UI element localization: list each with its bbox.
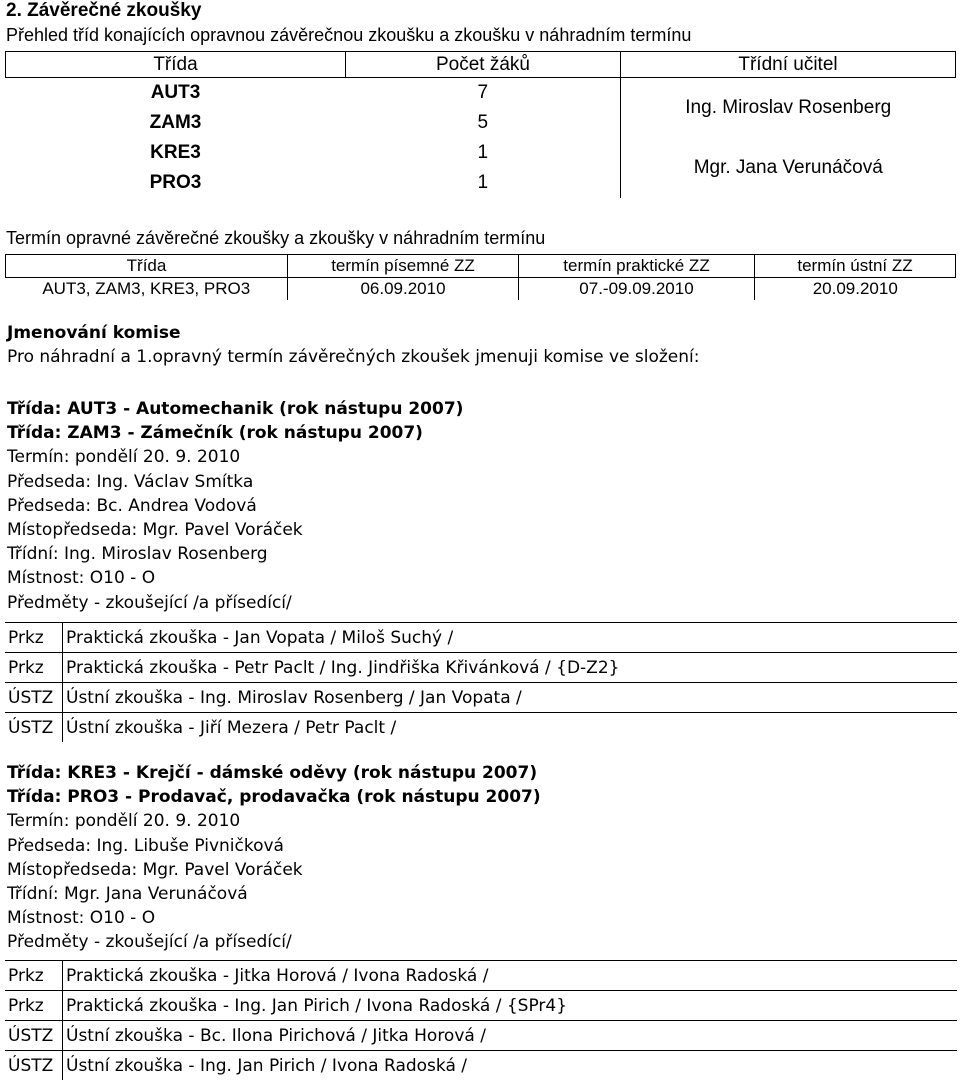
header-cell: Třída [6, 255, 288, 278]
subject-row [5, 1051, 957, 1080]
written-date-cell: 06.09.2010 [288, 278, 519, 301]
header-cell: termín ústní ZZ [755, 255, 956, 278]
vice-chair-line: Místopředseda: Mgr. Pavel Voráček [7, 519, 303, 540]
teacher-cell: Mgr. Jana Verunáčová [621, 138, 956, 198]
commission-heading: Jmenování komise [7, 323, 181, 343]
vice-chair-line: Místopředseda: Mgr. Pavel Voráček [7, 859, 303, 880]
commission-group-1 [7, 397, 463, 615]
class-line: Třída: PRO3 - Prodavač, prodavačka (rok nástupu 2007) [7, 787, 541, 808]
teacher-cell: Ing. Miroslav Rosenberg [621, 78, 956, 139]
class-line: Třída: KRE3 - Krejčí - dámské oděvy (rok nástupu 2007) [7, 763, 538, 783]
subject-row [5, 653, 957, 683]
term-line: Termín: pondělí 20. 9. 2010 [7, 811, 241, 832]
chair-line: Předseda: Ing. Libuše Pivničková [7, 835, 284, 856]
classes-table [5, 51, 956, 198]
table-row [6, 138, 956, 168]
table-row [6, 78, 956, 109]
practical-date-cell: 07.-09.09.2010 [519, 278, 755, 301]
class-cell: AUT3 [150, 82, 201, 103]
header-cell: Počet žáků [346, 52, 621, 78]
header-cell: Třídní učitel [621, 52, 956, 78]
class-teacher-line: Třídní: Ing. Miroslav Rosenberg [7, 544, 268, 565]
subject-code: Prkz [8, 996, 44, 1016]
terms-caption: Termín opravné závěrečné zkoušky a zkoušky v náhradním termínu [6, 228, 546, 248]
subject-code: Prkz [8, 658, 44, 678]
commission-group-2 [7, 761, 541, 955]
classes-table-header [6, 52, 956, 78]
terms-table [5, 254, 956, 300]
room-line: Místnost: O10 - O [7, 908, 156, 929]
commission-intro: Pro náhradní a 1.opravný termín závěrečných zkoušek jmenuji komise ve složení: [7, 347, 700, 368]
subject-row [5, 683, 957, 713]
subject-code: ÚSTZ [8, 1026, 54, 1046]
count-cell: 7 [477, 82, 489, 103]
subject-desc: Praktická zkouška - Jitka Horová / Ivona Radoská / [62, 961, 488, 990]
class-cell: PRO3 [149, 172, 202, 193]
table-row [6, 278, 956, 301]
subjects-heading: Předměty - zkoušející /a přísedící/ [7, 592, 292, 613]
subjects-table-2 [5, 960, 957, 1080]
chair-line: Předseda: Bc. Andrea Vodová [7, 495, 257, 516]
subject-row [5, 991, 957, 1021]
header-cell: termín praktické ZZ [519, 255, 755, 278]
subject-code: ÚSTZ [8, 1056, 54, 1076]
subject-desc: Ústní zkouška - Ing. Miroslav Rosenberg / Jan Vopata / [62, 683, 522, 712]
oral-date-cell: 20.09.2010 [755, 278, 956, 301]
subject-desc: Ústní zkouška - Bc. Ilona Pirichová / Jitka Horová / [62, 1021, 486, 1050]
subject-code: Prkz [8, 628, 44, 648]
room-line: Místnost: O10 - O [7, 568, 156, 589]
header-cell: termín písemné ZZ [288, 255, 519, 278]
count-cell: 1 [477, 172, 489, 193]
class-cell: KRE3 [150, 142, 201, 163]
term-line: Termín: pondělí 20. 9. 2010 [7, 447, 241, 468]
classes-cell: AUT3, ZAM3, KRE3, PRO3 [42, 279, 251, 298]
class-line: Třída: AUT3 - Automechanik (rok nástupu 2007) [7, 399, 464, 419]
section-title: 2. Závěrečné zkoušky [6, 0, 202, 21]
subject-desc: Ústní zkouška - Jiří Mezera / Petr Paclt / [62, 713, 396, 742]
class-cell: ZAM3 [149, 112, 202, 133]
commission-header [7, 321, 700, 369]
subject-row [5, 961, 957, 991]
chair-line: Předseda: Ing. Václav Smítka [7, 471, 254, 492]
section-subtitle: Přehled tříd konajících opravnou závěrečnou zkoušku a zkoušku v náhradním termínu [6, 25, 692, 45]
class-line: Třída: ZAM3 - Zámečník (rok nástupu 2007) [7, 423, 423, 444]
subjects-table-1 [5, 622, 957, 742]
subject-code: Prkz [8, 966, 44, 986]
count-cell: 1 [477, 142, 489, 163]
subject-code: ÚSTZ [8, 718, 54, 738]
subject-row [5, 713, 957, 742]
count-cell: 5 [477, 112, 489, 133]
subjects-heading: Předměty - zkoušející /a přísedící/ [7, 932, 292, 953]
class-teacher-line: Třídní: Mgr. Jana Verunáčová [7, 883, 248, 904]
subject-row [5, 623, 957, 653]
subject-code: ÚSTZ [8, 688, 54, 708]
subject-desc: Ústní zkouška - Ing. Jan Pirich / Ivona Radoská / [62, 1051, 467, 1080]
subject-desc: Praktická zkouška - Ing. Jan Pirich / Ivona Radoská / {SPr4} [62, 991, 567, 1020]
subject-desc: Praktická zkouška - Jan Vopata / Miloš Suchý / [62, 623, 453, 652]
header-cell: Třída [6, 52, 346, 78]
subject-desc: Praktická zkouška - Petr Paclt / Ing. Jindřiška Křivánková / {D-Z2} [62, 653, 619, 682]
terms-table-header [6, 255, 956, 278]
subject-row [5, 1021, 957, 1051]
